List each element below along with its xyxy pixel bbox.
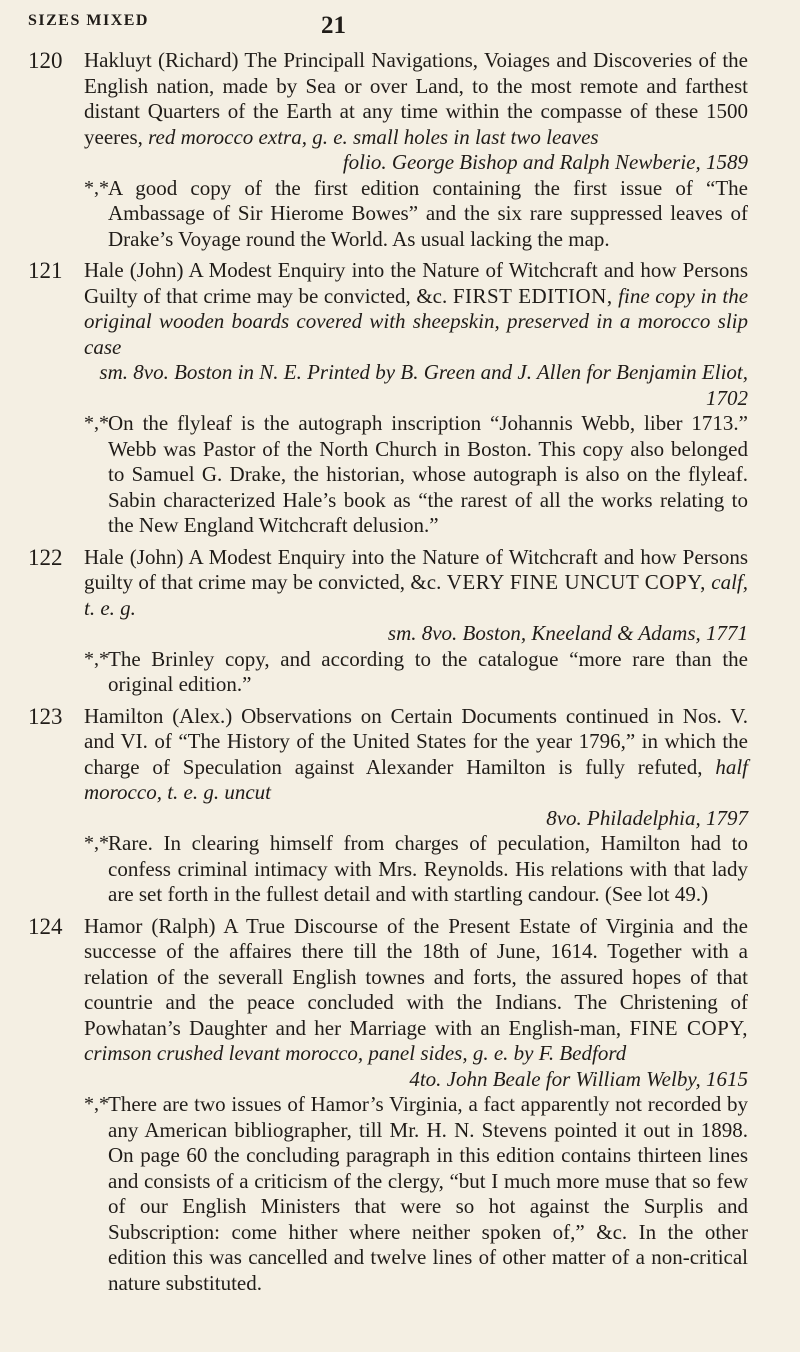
lot-number: 123 <box>28 703 63 729</box>
note-text: On the flyleaf is the autograph inscription “Johannis Webb, liber 1713.” Webb was Pastor of the North Church in Boston. This copy also belonged to Samuel G. Drake, the historian, whose autograph is also on the flyleaf. Sabin characterized Hale’s book as “the rarest of all the works relating to the New England Witchcraft delusion.” <box>108 411 748 537</box>
note-text: A good copy of the first edition containing the first issue of “The Ambassage of Sir Hierome Bowes” and the six rare suppressed leaves of Drake’s Voyage round the World. As usual lacking the map. <box>108 175 748 251</box>
binding-description: crimson crushed levant morocco, panel sides, g. e. by F. Bedford <box>84 1041 627 1065</box>
imprint: sm. 8vo. Boston, Kneeland & Adams, 1771 <box>387 621 748 645</box>
note-asterism: *,* <box>84 1093 109 1115</box>
lot-description <box>84 258 748 360</box>
binding-description: half morocco, t. e. g. uncut <box>84 754 749 804</box>
lot-entry-123 <box>28 704 748 908</box>
lot-number: 124 <box>28 913 63 939</box>
note-asterism: *,* <box>84 647 109 670</box>
page-number: 21 <box>321 12 346 39</box>
lot-title: Hale (John) A Modest Enquiry into the Nature of Witchcraft and how Persons Guilty of that crime may be convicted, &c. <box>84 258 748 308</box>
note-text: The Brinley copy, and according to the catalogue “more rare than the original edition.” <box>108 646 748 696</box>
lot-entry-124 <box>28 914 748 1297</box>
binding-description: fine copy in the original wooden boards covered with sheepskin, preserved in a morocco slip case <box>84 283 749 359</box>
lot-entry-120 <box>28 48 748 252</box>
imprint: sm. 8vo. Boston in N. E. Printed by B. Green and J. Allen for Benjamin Eliot, 1702 <box>99 360 748 410</box>
note-text: Rare. In clearing himself from charges of peculation, Hamilton had to confess criminal intimacy with Mrs. Reynolds. His relations with that lady are set forth in the fullest detail and with startling candour. (See lot 49.) <box>108 831 748 906</box>
lot-description <box>84 704 748 806</box>
lot-entry-121 <box>28 258 748 539</box>
lot-entry-122 <box>28 545 748 698</box>
edition-statement: FIRST EDITION, <box>452 283 613 308</box>
lot-number: 122 <box>28 544 63 570</box>
lot-list <box>28 48 748 1296</box>
imprint: 4to. John Beale for William Welby, 1615 <box>409 1066 748 1091</box>
lot-note <box>84 647 748 698</box>
lot-number: 120 <box>28 48 63 73</box>
lot-number: 121 <box>28 258 63 283</box>
lot-title: Hale (John) A Modest Enquiry into the Nature of Witchcraft and how Persons guilty of that crime may be convicted, &c. <box>84 544 748 594</box>
note-asterism: *,* <box>84 176 109 199</box>
binding-description: calf, t. e. g. <box>84 570 749 620</box>
lot-note <box>84 176 748 253</box>
edition-statement: VERY FINE UNCUT COPY, <box>446 570 706 594</box>
lot-description <box>84 48 748 150</box>
note-asterism: *,* <box>84 832 109 854</box>
lot-description <box>84 545 748 622</box>
lot-note <box>84 831 748 908</box>
lot-title: Hamor (Ralph) A True Discourse of the Present Estate of Virginia and the successe of the affaires there till the 18th of June, 1614. Together with a relation of the severall English townes and forts, the assured hopes of that countrie and the peace concluded with the Indians. The Christening of Powhatan’s Daughter and her Marriage with an English-man, <box>84 913 748 1040</box>
binding-description: red morocco extra, g. e. small holes in last two leaves <box>148 124 599 149</box>
lot-title: Hakluyt (Richard) The Principall Navigations, Voiages and Discoveries of the English nation, made by Sea or over Land, to the most remote and farthest distant Quarters of the Earth at any time within the compasse of these 1500 yeeres, <box>84 48 748 149</box>
section-heading: SIZES MIXED <box>28 12 149 29</box>
running-head <box>28 12 748 38</box>
lot-note <box>84 1092 748 1296</box>
lot-note <box>84 411 748 539</box>
imprint: 8vo. Philadelphia, 1797 <box>546 805 748 830</box>
edition-statement: FINE COPY, <box>629 1015 749 1040</box>
lot-description <box>84 914 748 1067</box>
note-asterism: *,* <box>84 412 109 434</box>
imprint: folio. George Bishop and Ralph Newberie, 1589 <box>342 150 748 174</box>
lot-title: Hamilton (Alex.) Observations on Certain Documents continued in Nos. V. and VI. of “The History of the United States for the year 1796,” in which the charge of Speculation against Alexander Hamilton is fully refuted, <box>84 703 748 779</box>
note-text: There are two issues of Hamor’s Virginia, a fact apparently not recorded by any American bibliographer, till Mr. H. N. Stevens pointed it out in 1898. On page 60 the concluding paragraph in this edition contains thirteen lines and consists of a criticism of the clergy, “but I much more muse that so few of our English Ministers that were so hot against the Surplis and Subscription: come hither where neither spoken of,” &c. In the other edition this was cancelled and twelve lines of other matter of a non-critical nature substituted. <box>108 1092 748 1295</box>
